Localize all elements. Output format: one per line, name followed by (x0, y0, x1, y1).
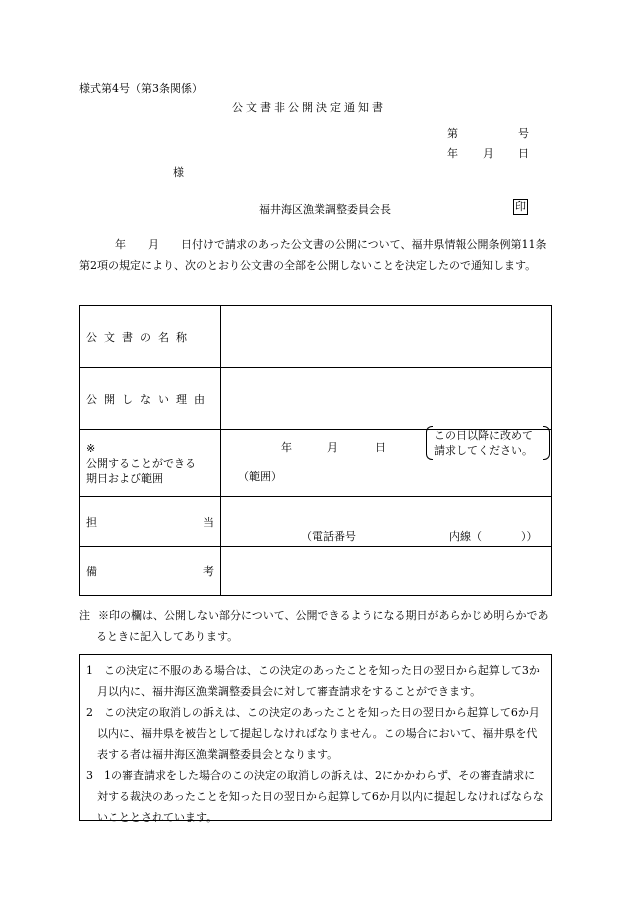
label-disclosable-date (80, 430, 221, 497)
body-month: 月 (148, 238, 159, 251)
re-request-note (426, 426, 550, 460)
row-contact (80, 497, 552, 547)
footnote-prefix: 注 (79, 609, 90, 622)
value-disclosable-date[interactable] (221, 430, 552, 497)
value-document-name[interactable] (221, 306, 552, 368)
label-reason: 公開しない理由 (80, 368, 221, 430)
label-line2: 期日および範囲 (86, 471, 163, 485)
label-contact-right: 当 (203, 515, 214, 529)
label-document-name-text: 公文書の名称 (86, 330, 194, 344)
phone-label: （電話番号 (301, 530, 356, 543)
cell-year: 年 (281, 441, 292, 454)
appeal-notes-box (79, 654, 552, 824)
value-contact[interactable] (221, 497, 552, 547)
value-remarks[interactable] (221, 547, 552, 596)
decision-table (79, 305, 552, 596)
number-go: 号 (518, 127, 529, 140)
footnote (79, 605, 554, 647)
note-line1: この日以降に改めて (434, 429, 533, 442)
note-2: 2 この決定の取消しの訴えは、この決定のあったことを知った日の翌日から起算して6か月以内に、福井県を被告として提起しなければなりません。この場合において、福井県を代表する者は福井海区漁業調整委員会となります。 (86, 706, 540, 761)
seal-mark (513, 199, 528, 215)
label-remarks-right: 考 (203, 565, 214, 578)
cell-month: 月 (327, 441, 338, 454)
footnote-text: ※印の欄は、公開しない部分について、公開できるようになる期日があらかじめ明らかであるときに記入してあります。 (96, 609, 549, 643)
note-3: 3 1の審査請求をした場合のこの決定の取消しの訴えは、2にかかわらず、その審査請求に対する裁決のあったことを知った日の翌日から起算して6か月以内に提起しなければならないこととされています。 (86, 769, 544, 824)
cell-day: 日 (375, 441, 386, 454)
extension-label: 内線（ (449, 530, 482, 543)
label-contact (80, 497, 221, 547)
date-day: 日 (518, 147, 529, 160)
label-remarks (80, 547, 221, 596)
label-remarks-left: 備 (86, 565, 97, 578)
body-paragraph (79, 234, 553, 276)
date-month: 月 (483, 147, 494, 160)
addressee-suffix: 様 (173, 166, 184, 179)
body-year: 年 (115, 238, 126, 251)
extension-close: ）） (521, 530, 538, 543)
label-document-name (80, 306, 221, 368)
number-dai: 第 (447, 127, 458, 140)
label-line1: 公開することができる (86, 456, 196, 470)
date-year: 年 (447, 147, 458, 160)
row-document-name (80, 306, 552, 368)
label-contact-left: 担 (86, 515, 97, 529)
seal-text: 印 (515, 200, 526, 213)
value-reason[interactable] (221, 368, 552, 430)
body-text: 日付けで請求のあった公文書の公開について、福井県情報公開条例第11条第2項の規定により、次のとおり公文書の全部を公開しないことを決定したので通知します。 (79, 238, 547, 272)
note-line2: 請求してください。 (434, 444, 533, 457)
note-1: 1 この決定に不服のある場合は、この決定のあったことを知った日の翌日から起算して3か月以内に、福井海区漁業調整委員会に対して審査請求をすることができます。 (86, 664, 540, 698)
row-disclosable-date (80, 430, 552, 497)
label-asterisk: ※ (86, 441, 96, 455)
issuer-name: 福井海区漁業調整委員会長 (259, 203, 391, 216)
form-number: 様式第4号（第3条関係） (79, 82, 203, 95)
page-title: 公文書非公開決定通知書 (232, 101, 386, 114)
row-reason (80, 368, 552, 430)
row-remarks (80, 547, 552, 596)
range-label: （範囲） (238, 470, 282, 483)
